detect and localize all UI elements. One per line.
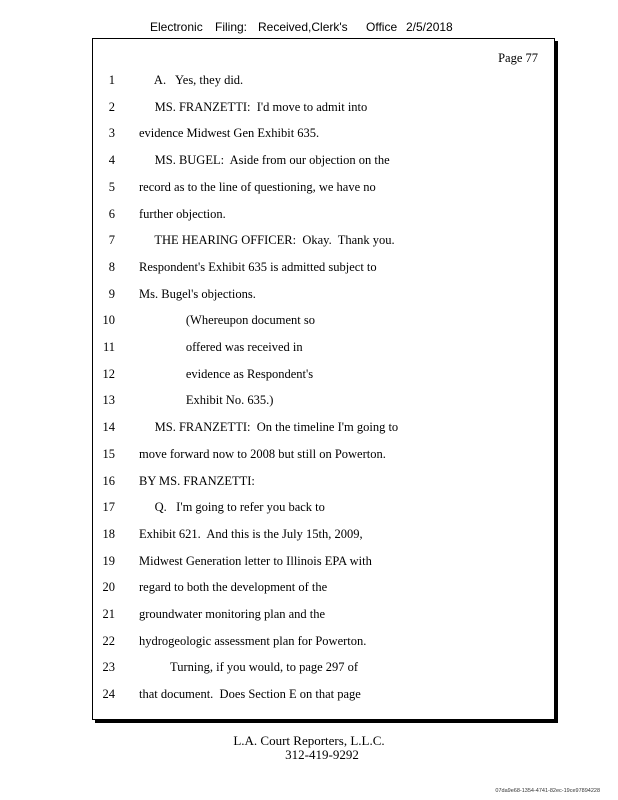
transcript-line (93, 634, 554, 654)
line-number: 16 (102, 473, 115, 488)
line-number: 19 (102, 553, 115, 568)
filing-stamp-word: Received,Clerk's (258, 20, 348, 34)
transcript-line (93, 367, 554, 387)
line-number: 4 (108, 153, 115, 168)
line-number: 13 (102, 393, 115, 408)
transcript-line (93, 180, 554, 200)
transcript-line (93, 607, 554, 627)
transcript-line (93, 233, 554, 253)
transcript-line (93, 73, 554, 93)
filing-stamp-word: Electronic (150, 20, 203, 34)
line-number: 1 (108, 73, 115, 87)
line-text: regard to both the development of the (139, 580, 328, 595)
line-text: groundwater monitoring plan and the (139, 607, 326, 621)
line-number: 3 (108, 126, 115, 141)
line-text: Turning, if you would, to page 297 of (139, 660, 359, 675)
line-number: 21 (102, 607, 115, 621)
transcript-line (93, 313, 554, 333)
line-text: that document. Does Section E on that page (139, 687, 361, 702)
page-number: Page 77 (498, 51, 538, 65)
court-reporter-name: L.A. Court Reporters, L.L.C. (233, 733, 385, 748)
transcript-line (93, 474, 554, 494)
line-number: 5 (108, 179, 115, 194)
line-text: Midwest Generation letter to Illinois EPA with (139, 553, 372, 568)
line-number: 20 (102, 580, 115, 595)
line-text: MS. BUGEL: Aside from our objection on the (139, 153, 390, 168)
line-number: 22 (102, 633, 115, 648)
filing-stamp-word: Filing: (215, 20, 248, 34)
transcript-line (93, 207, 554, 227)
line-text: move forward now to 2008 but still on Powerton. (139, 446, 386, 461)
transcript-line (93, 554, 554, 574)
line-text: A. Yes, they did. (139, 73, 244, 87)
line-number: 8 (108, 259, 115, 274)
transcript-line (93, 580, 554, 600)
filing-stamp-word: Office (366, 20, 398, 34)
line-number: 24 (102, 687, 115, 702)
line-text: (Whereupon document so (139, 313, 316, 328)
line-text: MS. FRANZETTI: On the timeline I'm going to (139, 420, 399, 435)
line-number: 6 (108, 206, 115, 221)
court-reporter-phone: 312-419-9292 (285, 747, 359, 762)
line-number: 17 (102, 500, 115, 515)
transcript-line (93, 447, 554, 467)
filing-stamp-header (0, 20, 618, 36)
transcript-line (93, 687, 554, 707)
line-number: 11 (102, 340, 115, 354)
line-text: Exhibit No. 635.) (139, 393, 274, 408)
transcript-line (93, 153, 554, 173)
line-text: further objection. (139, 206, 226, 221)
line-number: 7 (108, 233, 115, 248)
transcript-line (93, 126, 554, 146)
transcript-line (93, 260, 554, 280)
transcript-line (93, 527, 554, 547)
line-text: Q. I'm going to refer you back to (139, 500, 325, 515)
document-id: 07da9e68-1354-4741-82ec-19ce97894228 (495, 788, 600, 794)
line-text: BY MS. FRANZETTI: (139, 473, 255, 488)
line-text: MS. FRANZETTI: I'd move to admit into (139, 99, 368, 114)
transcript-line (93, 393, 554, 413)
line-text: record as to the line of questioning, we have no (139, 179, 376, 194)
line-number: 12 (102, 366, 115, 381)
line-text: offered was received in (139, 340, 303, 354)
line-number: 14 (102, 420, 115, 435)
transcript-line (93, 340, 554, 360)
transcript-page (92, 38, 555, 720)
transcript-line (93, 420, 554, 440)
transcript-line (93, 100, 554, 120)
transcript-line (93, 287, 554, 307)
line-text: Exhibit 621. And this is the July 15th, 2009, (139, 526, 363, 541)
line-text: evidence as Respondent's (139, 366, 314, 381)
line-text: Respondent's Exhibit 635 is admitted subject to (139, 259, 377, 274)
transcript-line (93, 500, 554, 520)
line-number: 18 (102, 526, 115, 541)
line-number: 2 (108, 99, 115, 114)
line-text: Ms. Bugel's objections. (139, 286, 256, 301)
line-text: THE HEARING OFFICER: Okay. Thank you. (139, 233, 395, 248)
line-number: 10 (102, 313, 115, 328)
line-number: 9 (108, 286, 115, 301)
line-text: evidence Midwest Gen Exhibit 635. (139, 126, 320, 141)
transcript-line (93, 660, 554, 680)
line-number: 15 (102, 446, 115, 461)
line-number: 23 (102, 660, 115, 675)
line-text: hydrogeologic assessment plan for Powerton. (139, 633, 367, 648)
filing-stamp-date: 2/5/2018 (406, 20, 453, 34)
